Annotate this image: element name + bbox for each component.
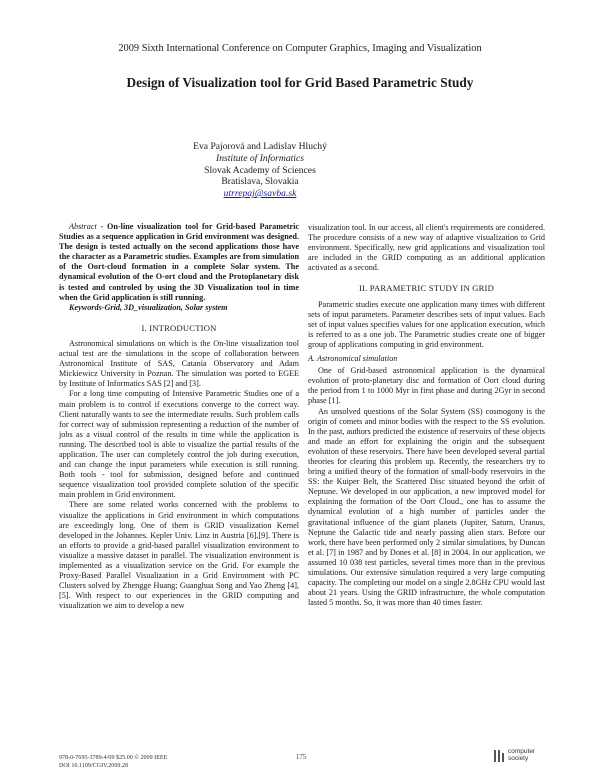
left-column (59, 222, 299, 611)
astro-paragraph-2: An unsolved questions of the Solar System (SS) cosmogony is the origin of comets and minor bodies with the respect to the SS evolution. In the past, authors predicted the existence of reservoirs of these objects and made an effort for explaining the origin and the subsequent evolution of these reservoirs. There have been developed several partial theories for clearing this problem up. Recently, the researchers try to bring a unified theory of the formation of small-body reservoirs in the SS: the Kuiper Belt, the Scattered Disc situated beyond the orbit of Neptune. We developed in our application, a new improved model for explaining the formation of the Oort Cloud., one has to assume the dynamical evolution of a high number of particles under the gravitational influence of the giant planets (Jupiter, Saturn, Uranus, Neptune the Galactic tide and nearly passing alien stars. Before our work, there have been performed only 2 similar simulations, by Duncan et al. [7] in 1987 and by Dones et al. [8] in 2004. In our application, we assumed 10 038 test particles, several times more than in the previous simulations. Our extensive simulation required a very large computing capacity. The completing our model on a single 2.8GHz CPU would last about 21 years. Using the GRID infrastructure, the whole computation lasted 5 months. So, it was more than 40 times faster. (308, 406, 545, 608)
paper-title: Design of Visualization tool for Grid Based Parametric Study (126, 75, 474, 90)
author-location: Bratislava, Slovakia (221, 176, 299, 188)
abstract-text: - On-line visualization tool for Grid-based Parametric Studies as a sequence application in Grid environment was designed. The design is tested actually on the second applications those have the character as a Parametric studies. Examples are from simulation of the Oort-cloud formation in a complete Solar system. The dynamical evolution of the O-ort cloud and the Protoplanetary disk is tested and controled by using the 3D Visualization tool in time when the Grid application is still running. (59, 222, 299, 302)
computer-society-logo-icon (493, 749, 505, 765)
right-column (308, 223, 545, 608)
footer-doi: DOI 10.1109/CGIV.2009.28 (59, 763, 129, 769)
abstract-label: Abstract (69, 222, 97, 231)
computer-society-logo-text (508, 749, 535, 763)
footer-isbn: 978-0-7695-3789-4/09 $25.00 © 2009 IEEE (59, 755, 168, 761)
astro-paragraph-1: One of Grid-based astronomical application is the dynamical evolution of proto-planetary disc and formation of Oort cloud during the period from 1 to 1000 Myr in first phase and during 2Gyr in second phase [1]. (308, 366, 545, 406)
intro-paragraph-3: There are some related works concerned with the problems to visualize the applications in Grid environment in which computations are exceedingly long. One of them is GRID visualization Kernel developed in the Johannes. Kepler Univ. Linz in Austria [6],[9]. There is an efforts to provide a grid-based parallel visualization environment to visualize a massive dataset in parallel. The visualization environment is implemented as a visualization service on the Grid. For example the Proxy-Based Parallel Visualization in a Grid Environment with PC Clusters solved by Zhengge Huang; Guanghua Song and Yao Zheng [4],[5]. With respect to our experiences in the GRID computing and visualization we aim to develop a new (59, 500, 299, 611)
logo-text-line-2: society (508, 754, 529, 762)
abstract (59, 222, 299, 303)
author-email-link[interactable]: utrrepaj@savba.sk (223, 188, 297, 200)
intro-paragraph-1: Astronomical simulations on which is the On-line visualization tool actual test are the simulations in the scope of collaboration between Astronomical Institute of SAS, Catania Observatory and Adam Mickiewicz University in Poznan. The simulation was ported to EGEE by Institute of Informatics SAS [2] and [3]. (59, 338, 299, 389)
page-number: 175 (296, 754, 307, 761)
author-block (160, 141, 360, 200)
conference-header: 2009 Sixth International Conference on Computer Graphics, Imaging and Visualization (118, 43, 482, 54)
section-heading-introduction: I. INTRODUCTION (141, 322, 217, 333)
footer-copyright (59, 754, 167, 770)
section-heading-parametric-study: II. PARAMETRIC STUDY IN GRID (358, 283, 495, 294)
author-names: Eva Pajorová and Ladislav Hluchý (193, 141, 327, 152)
intro-paragraph-2: For a long time computing of Intensive Parametric Studies one of a main problem is to control if executions converge to the correct way. Client naturally wants to see the intermediate results. Such problem calls for correct way of submission representing a reduction of the number of jobs as a visual control of the results in time while the application is running. The described tool is able to visualize the partial results of the application. The user can completely control the job during execution, and can change the input parameters while execution is still running. Both tools - tool for submission, designed before and continued sequence visualization tool provided complete solution of the specific main problem in Grid environment. (59, 389, 299, 500)
author-institute: Institute of Informatics (216, 152, 304, 164)
parametric-paragraph-1: Parametric studies execute one application many times with different sets of input parameters. Parameter describes sets of input values. Each set of input values specifies values for one application execution, which is referred to as a one job. The Parametric studies create one of bigger group of applications computing in grid environment. (308, 299, 545, 349)
logo-text-line-1: computer (508, 748, 536, 755)
subsection-heading-astronomical-simulation: A. Astronomical simulation (308, 354, 398, 364)
computer-society-logo (493, 747, 553, 771)
keywords: Keywords-Grid, 3D_visualization, Solar system (69, 302, 228, 312)
intro-continued-paragraph: visualization tool. In our access, all client's requirements are considered. The procedure consists of a new way of adaptive visualization to Grid environment. Specifically, new grid applications and visualization tool are included in the GRID computing as an additional application activated as a second. (308, 223, 546, 273)
author-academy: Slovak Academy of Sciences (204, 164, 316, 176)
